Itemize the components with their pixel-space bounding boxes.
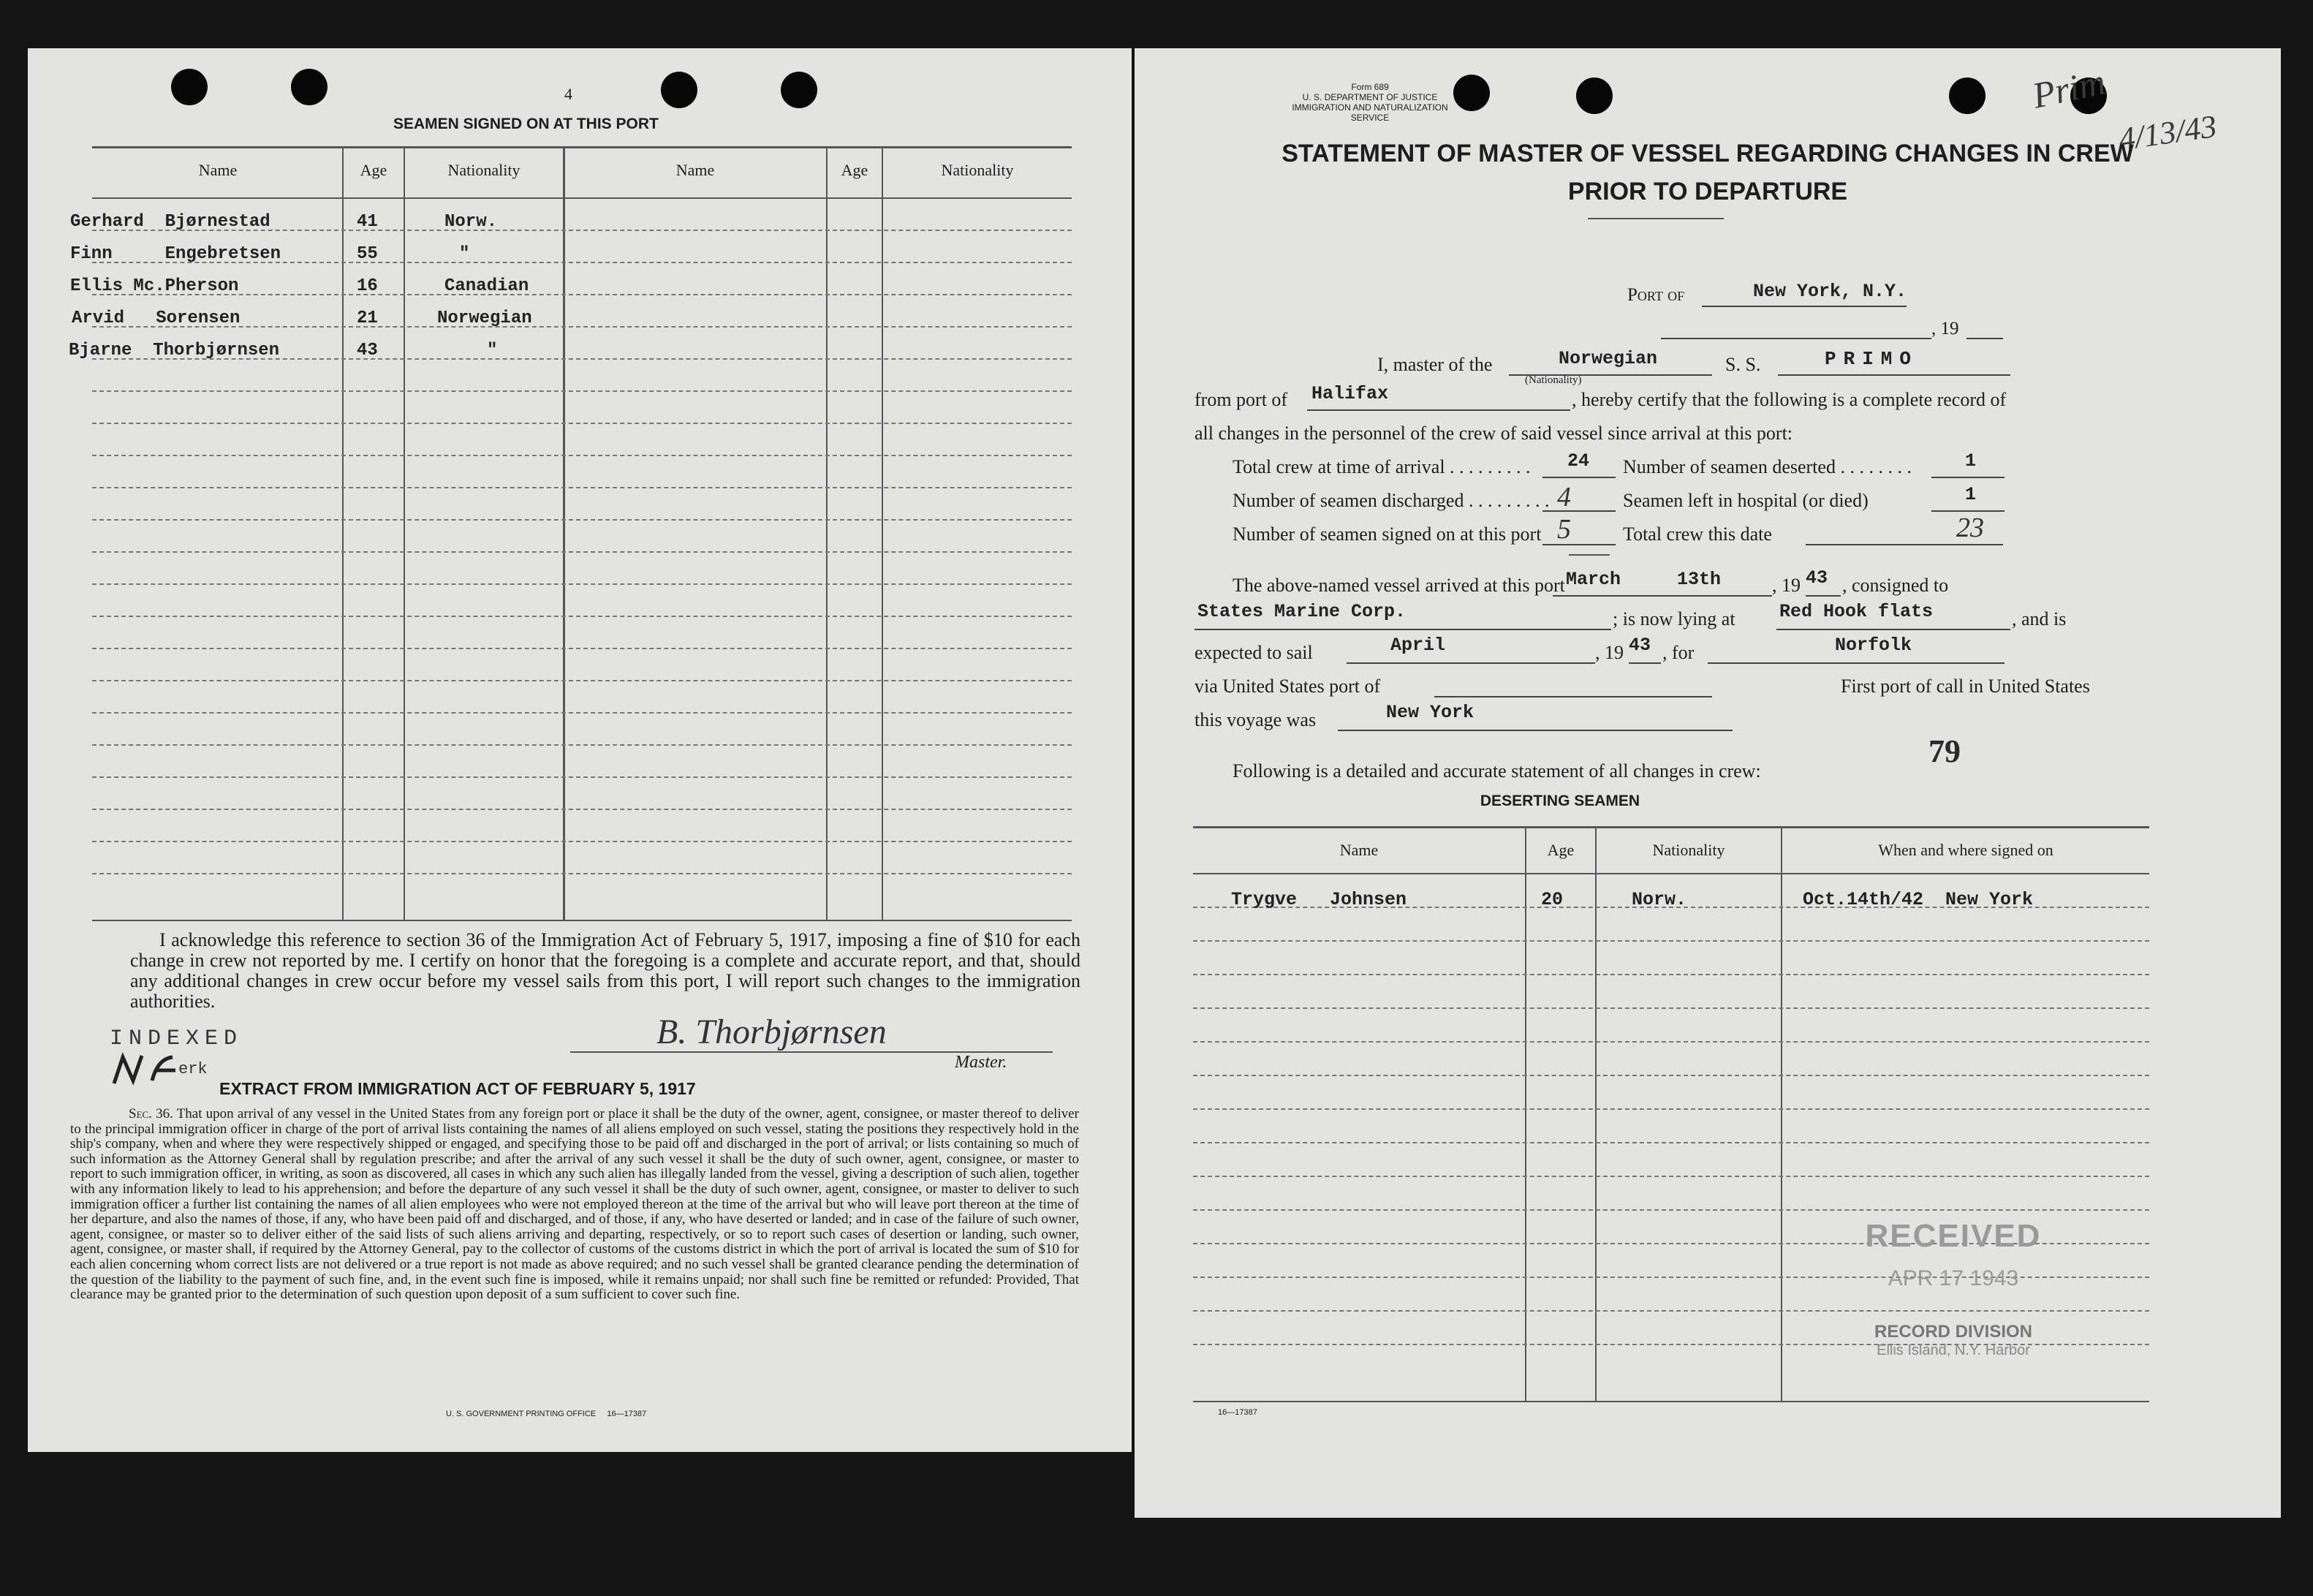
arrived-year-prefix: , 19	[1772, 575, 1801, 596]
lying-value: Red Hook flats	[1779, 601, 1934, 622]
vessel-name: PRIMO	[1825, 348, 1919, 370]
for-label: , for	[1662, 642, 1695, 663]
vessel-nationality: Norwegian	[1559, 348, 1658, 369]
extract-title: EXTRACT FROM IMMIGRATION ACT OF FEBRUARY 5, 1917	[219, 1079, 696, 1098]
left-page	[28, 48, 1132, 1452]
deserted-label: Number of seamen deserted . . . . . . . .	[1623, 456, 1912, 477]
table-row-age: 16	[357, 276, 378, 296]
section-36-text	[70, 1107, 1079, 1303]
following-text: Following is a detailed and accurate statement of all changes in crew:	[1233, 760, 1761, 782]
col-header-nationality-2: Nationality	[941, 161, 1014, 179]
signed-on-value: 5	[1557, 514, 1571, 545]
col-header-signed-on: When and where signed on	[1878, 841, 2053, 859]
service: IMMIGRATION AND NATURALIZATION SERVICE	[1292, 102, 1448, 123]
acknowledgment-text: I acknowledge this reference to section 36 of the Immigration Act of February 5, 1917, imposing a fine of $10 for each change in crew not reported by me. I certify on honor that the foregoing is a complete and accurate report, and that, should any additional changes in crew occur before my vessel sails from this port, I will report such changes to the immigration authorities.	[130, 929, 1080, 1012]
hospital-label: Seamen left in hospital (or died)	[1623, 490, 1869, 511]
col-header-age-2: Age	[841, 161, 868, 179]
total-crew-date-value: 23	[1956, 513, 1984, 543]
punch-hole	[661, 72, 697, 108]
corner-date: 4/13/43	[2116, 107, 2219, 158]
and-is: , and is	[2012, 608, 2067, 629]
total-crew-date-label: Total crew this date	[1623, 523, 1772, 545]
title-line-2: PRIOR TO DEPARTURE	[1567, 178, 1848, 205]
col-header-name-2: Name	[675, 161, 715, 179]
table-row-nationality: Canadian	[444, 276, 529, 296]
indexed-stamp: INDEXED	[110, 1026, 243, 1051]
received-date: APR 17 1943	[1888, 1266, 2019, 1290]
punch-hole	[1453, 75, 1490, 111]
table-row-name: Arvid Sorensen	[72, 309, 241, 328]
form-header	[1282, 82, 1458, 123]
record-division: RECORD DIVISION	[1874, 1322, 2033, 1342]
total-crew-arrival-label: Total crew at time of arrival . . . . . . . . .	[1233, 456, 1531, 477]
table-row-name: Bjarne Thorbjørnsen	[69, 341, 280, 360]
right-page	[1135, 48, 2281, 1518]
col-header-nationality: Nationality	[1652, 841, 1725, 859]
section-body: That upon arrival of any vessel in the United States from any foreign port or place it shall be the duty of the owner, agent, consignee, or master thereof to deliver to the principal immigration officer in charge of the port of arrival lists containing the names of all aliens employed on such vessel, stating the positions they respectively hold in the ship's company, when and where they were respectively shipped or engaged, and specifying those to be paid off and discharged in the port of arrival; or lists containing so much of such information as the Attorney General shall by regulation prescribe; and after the arrival of any such vessel it shall be the duty of such owner, agent, consignee, or master to report to such immigration officer, in writing, as soon as discovered, all cases in which any such alien has illegally landed from the vessel, giving a description of such alien, together with any information likely to lead to his apprehension; and before the departure of any such vessel it shall be the duty of such owner, agent, consignee, or master to deliver to such immigration officer a further list containing the names of all alien employees who were not employed thereon at the time of the arrival but who will leave port thereon at the time of her departure, and also the names of those, if any, who have been paid off and discharged, and of those, if any, who have deserted or landed; and in case of the failure of such owner, agent, consignee, or master so to deliver either of the said lists of such aliens arriving and departing, respectively, or so to report such cases of desertion or landing, such owner, agent, consignee, or master shall, if required by the Attorney General, pay to the collector of customs of the customs district in which the port of arrival is located the sum of $10 for each alien concerning whom correct lists are not delivered or a true report is not made as above required; and no such vessel shall be granted clearance pending the determination of the question of the liability to the payment of such fine, and, in the event such fine is imposed, while it remains unpaid; nor shall such fine be remitted or refunded: Provided, That clearance may be granted prior to the determination of such question upon deposit of a sum sufficient to cover such fine.	[70, 1106, 1079, 1303]
port-label: Port of	[1627, 285, 1685, 305]
destination: Norfolk	[1835, 635, 1912, 656]
arrived-year: 43	[1806, 567, 1828, 589]
punch-hole	[291, 69, 328, 105]
footer-code: 16—17387	[1218, 1408, 1257, 1417]
table-row-signed-on: Oct.14th/42 New York	[1803, 889, 2034, 910]
table-row-nationality: Norw.	[444, 212, 498, 232]
punch-hole	[1949, 77, 1985, 114]
lying-label: ; is now lying at	[1613, 608, 1735, 629]
table-row-age: 41	[357, 212, 378, 232]
table-row-nationality: Norwegian	[437, 309, 532, 328]
section-label: Sec. 36.	[129, 1106, 173, 1122]
deserting-title: DESERTING SEAMEN	[1480, 793, 1640, 809]
discharged-label: Number of seamen discharged . . . . . . . . .	[1233, 490, 1550, 511]
table-row-name: Finn Engebretsen	[70, 244, 281, 264]
col-header-name: Name	[1339, 841, 1379, 859]
received-stamp: RECEIVED	[1865, 1218, 2042, 1254]
department: U. S. DEPARTMENT OF JUSTICE	[1302, 92, 1438, 102]
punch-hole	[781, 72, 817, 108]
table-row-nationality: "	[487, 341, 498, 360]
clerk-label: erk	[178, 1060, 208, 1078]
from-port-value: Halifax	[1311, 383, 1389, 404]
punch-hole	[171, 69, 208, 105]
consigned-label: , consigned to	[1842, 575, 1949, 596]
table-row-name: Ellis Mc.Pherson	[70, 276, 239, 296]
arrived-month: March	[1566, 569, 1621, 590]
ss-label: S. S.	[1725, 354, 1761, 375]
sail-year-prefix: , 19	[1595, 642, 1624, 663]
col-header-name: Name	[198, 161, 238, 179]
signed-on-title: SEAMEN SIGNED ON AT THIS PORT	[393, 116, 659, 132]
printer-line: U. S. GOVERNMENT PRINTING OFFICE 16—17387	[446, 1410, 647, 1418]
ellis-island: Ellis Island, N.Y. Harbor	[1877, 1342, 2030, 1358]
stamped-number: 79	[1928, 733, 1961, 769]
table-row-nationality: "	[459, 244, 470, 264]
table-row-age: 20	[1541, 889, 1564, 910]
table-row-age: 21	[357, 309, 378, 328]
hospital-value: 1	[1965, 484, 1977, 505]
page-number: 4	[564, 85, 572, 103]
table-row-name: Gerhard Bjørnestad	[70, 212, 270, 232]
col-header-age: Age	[1547, 841, 1575, 859]
master-of-label: I, master of the	[1377, 354, 1493, 375]
certify-text: , hereby certify that the following is a complete record of	[1572, 389, 2007, 410]
discharged-value: 4	[1557, 482, 1571, 513]
punch-hole	[1576, 77, 1613, 114]
corner-note: Prim	[2029, 61, 2109, 116]
sail-month: April	[1390, 635, 1446, 656]
table-row-age: 43	[357, 341, 378, 360]
title-line-1: STATEMENT OF MASTER OF VESSEL REGARDING CHANGES IN CREW	[1282, 140, 2134, 167]
page-title	[1135, 135, 2281, 211]
year-label: , 19	[1931, 319, 1959, 339]
via-label: via United States port of	[1195, 676, 1381, 697]
master-label: Master.	[955, 1053, 1007, 1072]
total-crew-arrival-value: 24	[1567, 450, 1590, 472]
consignee: States Marine Corp.	[1197, 601, 1407, 622]
col-header-nationality: Nationality	[447, 161, 520, 179]
arrived-label: The above-named vessel arrived at this port	[1233, 575, 1565, 596]
table-row-nationality: Norw.	[1632, 889, 1687, 910]
expected-label: expected to sail	[1195, 642, 1313, 663]
from-port-label: from port of	[1195, 389, 1288, 410]
deserted-value: 1	[1965, 450, 1977, 472]
table-row-name: Trygve Johnsen	[1231, 889, 1407, 910]
col-header-age: Age	[360, 161, 387, 179]
arrived-day: 13th	[1677, 569, 1722, 590]
port-value: New York, N.Y.	[1753, 281, 1907, 302]
nationality-caption: (Nationality)	[1525, 374, 1582, 386]
voyage-label: this voyage was	[1195, 709, 1317, 730]
master-signature: B. Thorbjørnsen	[656, 1013, 887, 1051]
first-port-value: New York	[1386, 702, 1475, 723]
form-number: Form 689	[1351, 82, 1389, 92]
table-row-age: 55	[357, 244, 378, 264]
signed-on-label: Number of seamen signed on at this port	[1233, 523, 1542, 545]
all-changes-text: all changes in the personnel of the crew of said vessel since arrival at this port:	[1195, 423, 1793, 444]
first-port-label: First port of call in United States	[1841, 676, 2090, 697]
sail-year: 43	[1629, 635, 1651, 656]
